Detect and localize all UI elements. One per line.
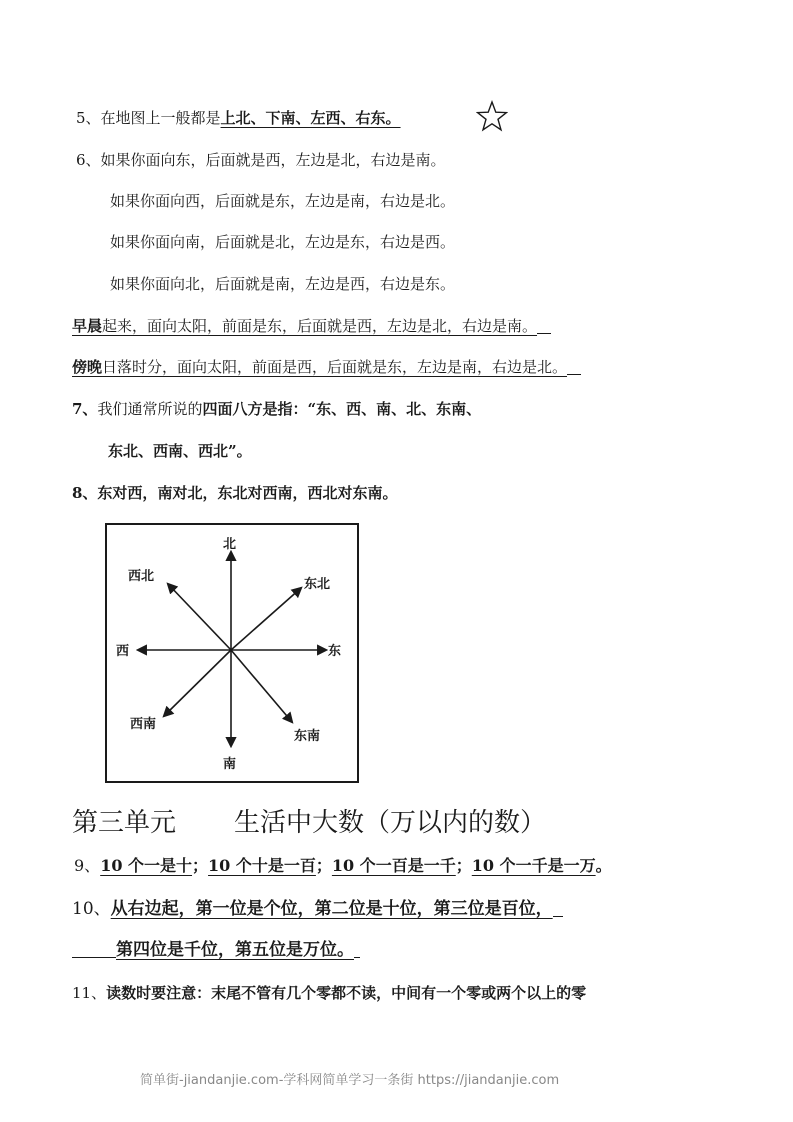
section-subtitle: 生活中大数（万以内的数） bbox=[234, 808, 547, 838]
compass-diagram bbox=[104, 522, 360, 784]
underline-extension bbox=[354, 943, 360, 958]
item-6-line-2: 如果你面向西，后面就是东，左边是南，右边是北。 bbox=[110, 192, 456, 210]
label-southeast: 东南 bbox=[294, 729, 321, 744]
label-southwest: 西南 bbox=[130, 717, 157, 732]
evening-text: 日落时分，面向太阳，前面是西，后面就是东，左边是南，右边是北。 bbox=[102, 358, 568, 376]
label-northeast: 东北 bbox=[304, 577, 331, 592]
item-7-number: 7、 bbox=[72, 400, 98, 418]
item-10-text-1: 从右边起，第一位是个位，第二位是十位，第三位是百位， bbox=[110, 899, 553, 919]
morning-label: 早晨 bbox=[72, 317, 103, 335]
item-5-prefix: 5、在地图上一般都是 bbox=[76, 109, 221, 127]
underline-extension bbox=[537, 319, 551, 334]
item-9-separator: ； bbox=[192, 856, 209, 875]
item-5 bbox=[76, 108, 401, 128]
item-9-part-1: 10 个一是十 bbox=[100, 856, 193, 875]
item-10-number: 10、 bbox=[72, 899, 111, 919]
item-7-line-1 bbox=[72, 399, 481, 419]
item-9-separator: ； bbox=[315, 856, 332, 875]
item-6-line-4: 如果你面向北，后面就是南，左边是西，右边是东。 bbox=[110, 275, 456, 293]
arrow-northeast bbox=[231, 588, 301, 650]
compass-frame bbox=[106, 524, 358, 782]
label-north: 北 bbox=[223, 537, 237, 552]
evening-label: 傍晚 bbox=[72, 358, 103, 376]
item-9-part-2: 10 个十是一百 bbox=[208, 856, 316, 875]
evening-rule bbox=[72, 357, 581, 377]
item-6-line-1: 6、如果你面向东，后面就是西，左边是北，右边是南。 bbox=[76, 151, 446, 169]
item-9-separator: ； bbox=[455, 856, 472, 875]
item-7-line-2: 东北、西南、西北”。 bbox=[108, 442, 252, 460]
item-8: 8、东对西，南对北，东北对西南，西北对东南。 bbox=[72, 484, 398, 502]
item-11 bbox=[72, 983, 586, 1003]
item-5-emphasis: 上北、下南、左西、右东。 bbox=[220, 109, 401, 127]
item-9-part-4: 10 个一千是一万 bbox=[471, 856, 596, 875]
morning-text: 起来，面向太阳，前面是东，后面就是西，左边是北，右边是南。 bbox=[102, 317, 538, 335]
item-6-line-3: 如果你面向南，后面就是北，左边是东，右边是西。 bbox=[110, 233, 456, 251]
item-7-emphasis: 四面八方是指：“东、西、南、北、东南、 bbox=[202, 400, 482, 418]
item-10-line-1 bbox=[72, 899, 563, 919]
section-title: 第三单元 bbox=[72, 808, 177, 838]
item-9-end: 。 bbox=[595, 856, 612, 875]
item-11-number: 11、 bbox=[72, 984, 107, 1002]
item-9-number: 9、 bbox=[74, 856, 101, 875]
star-outline-icon bbox=[476, 100, 508, 132]
label-northwest: 西北 bbox=[128, 569, 155, 584]
arrow-southwest bbox=[164, 650, 231, 716]
underline-lead bbox=[72, 943, 116, 958]
label-east: 东 bbox=[328, 644, 342, 659]
arrow-southeast bbox=[231, 650, 292, 722]
item-10-text-2: 第四位是千位，第五位是万位。 bbox=[116, 940, 354, 960]
item-9-part-3: 10 个一百是一千 bbox=[331, 856, 456, 875]
item-7-prefix: 我们通常所说的 bbox=[97, 400, 203, 418]
item-10-line-2 bbox=[72, 940, 360, 960]
footer-watermark: 简单街-jiandanjie.com-学科网简单学习一条街 https://jiandanjie.com bbox=[140, 1073, 560, 1088]
item-11-text: 读数时要注意：末尾不管有几个零都不读，中间有一个零或两个以上的零 bbox=[106, 984, 587, 1002]
underline-extension bbox=[553, 902, 563, 917]
label-south: 南 bbox=[223, 757, 237, 772]
item-9 bbox=[74, 856, 612, 876]
underline-extension bbox=[567, 360, 581, 375]
arrow-northwest bbox=[168, 584, 231, 650]
morning-rule bbox=[72, 316, 551, 336]
label-west: 西 bbox=[116, 644, 130, 659]
